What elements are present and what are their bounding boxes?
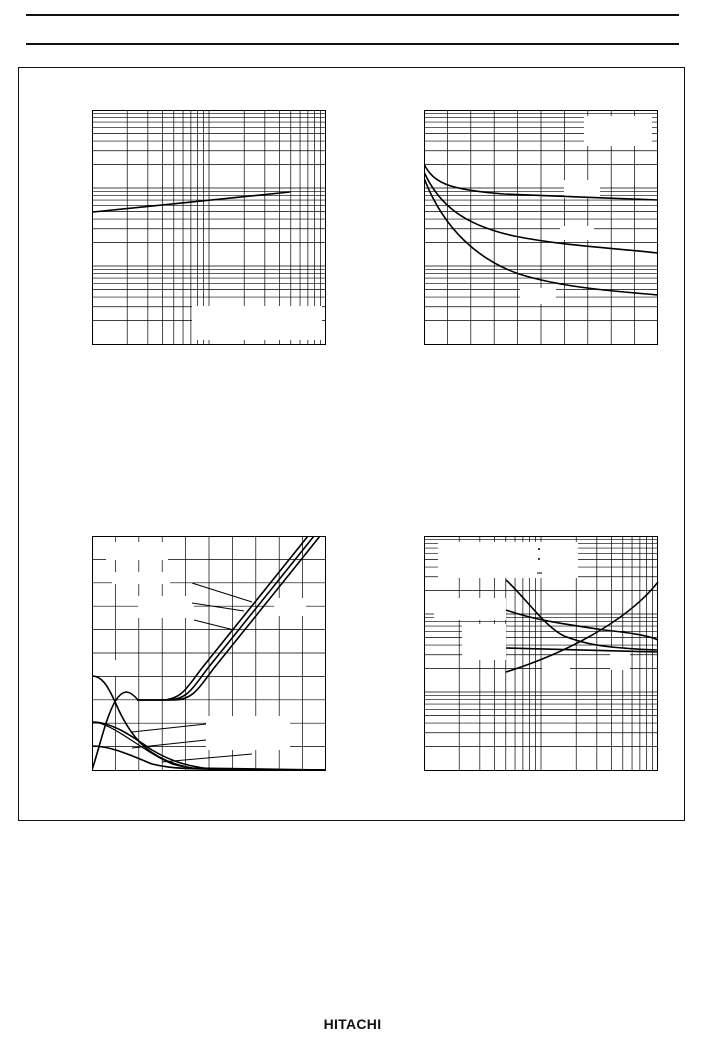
label-blank-box (434, 598, 506, 620)
label-blank-box (438, 542, 578, 578)
label-blank-box (462, 624, 506, 660)
label-blank-box (584, 116, 652, 146)
graph-top-right-plot (424, 110, 659, 346)
label-blank-box (564, 180, 600, 198)
label-blank-box (520, 288, 556, 304)
label-blank-box (542, 662, 570, 684)
graph-top-right (424, 110, 659, 346)
header-rule-bottom (26, 43, 679, 45)
dot-mark (538, 558, 540, 560)
label-blank-box (560, 226, 594, 240)
label-blank-box (106, 542, 168, 560)
label-blank-box (138, 596, 194, 618)
graph-bottom-left-plot (92, 536, 327, 772)
dot-mark (538, 548, 540, 550)
graph-bottom-left (92, 536, 327, 772)
graph-top-left-plot (92, 110, 327, 346)
graph-bottom-right-plot (424, 536, 659, 772)
graph-top-left (92, 110, 327, 346)
header-rule-top (26, 14, 679, 16)
graph-bottom-right (424, 536, 659, 772)
label-blank-box (192, 306, 322, 340)
label-blank-box (102, 660, 138, 676)
label-blank-box (112, 572, 170, 584)
label-blank-box (206, 716, 290, 750)
label-blank-box (274, 598, 306, 616)
hitachi-logo: HITACHI (323, 1016, 382, 1032)
